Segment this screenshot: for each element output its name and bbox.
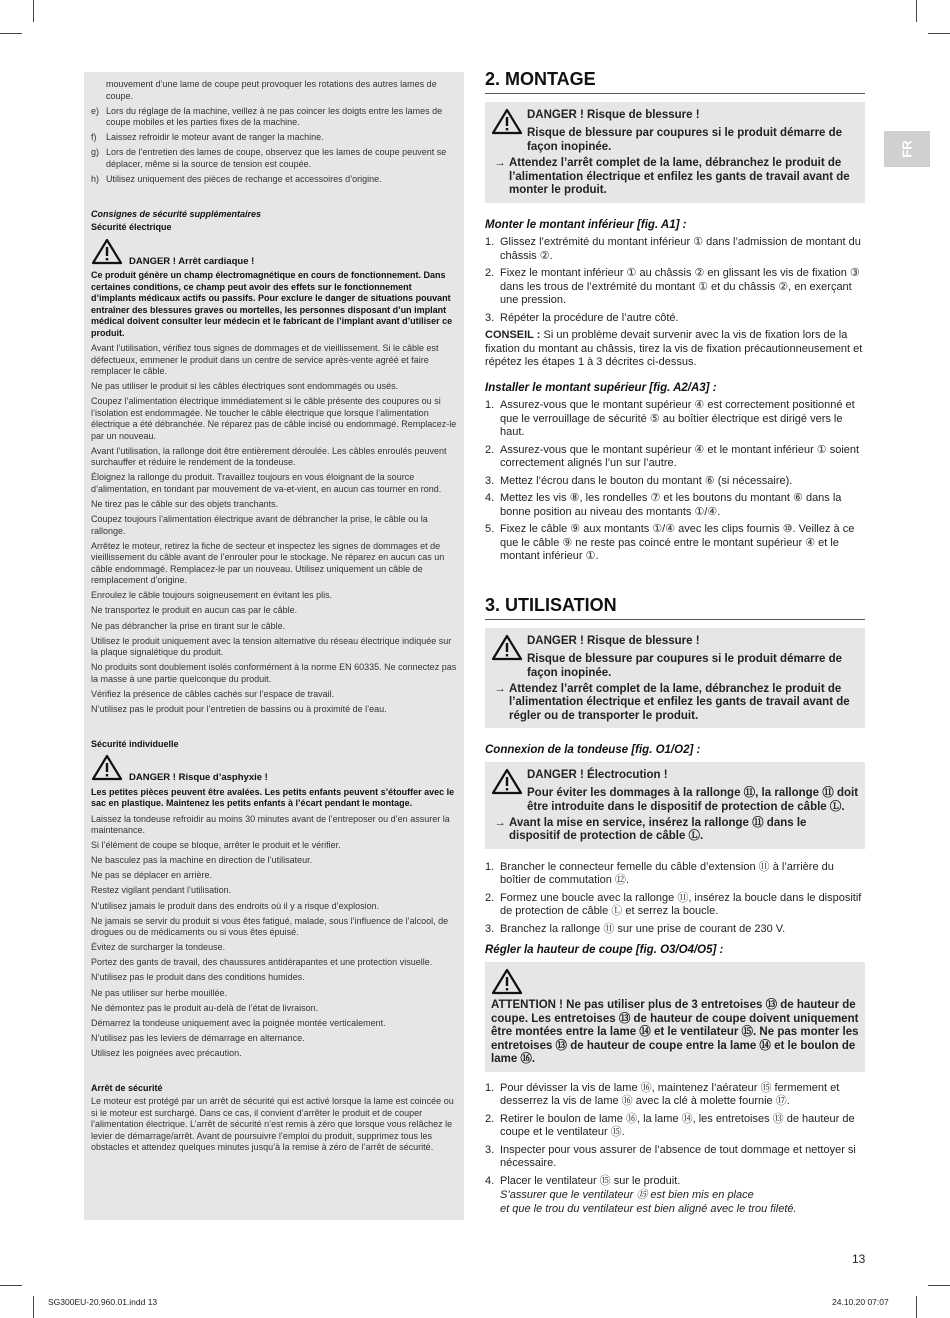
paragraph: Évitez de surcharger la tondeuse. [91, 942, 226, 953]
heart-warning-text: Ce produit génère un champ électromagnétique en cours de fonctionnement. Dans certaines conditions, ce champ peut avoir des effets sur le fonctionnement d’implants médicaux actifs ou passifs. Pour exclure le danger de situations pouvant entraîner des blessures graves ou mortelles, les personnes disposant d’un implant médical doivent consulter leur médecin et le fabricant de l’implant avant d’utiliser ce produit. [91, 270, 453, 338]
paragraph: Enroulez le câble toujours soigneusement en évitant les plis. [91, 590, 333, 601]
section-title-montage: 2. MONTAGE [485, 68, 865, 94]
crop-mark [0, 1285, 22, 1286]
subheading: Régler la hauteur de coupe [fig. O3/O4/O5] : [485, 944, 724, 956]
warning-triangle-icon [491, 634, 527, 680]
danger-box-montage: DANGER ! Risque de blessure ! Risque de blessure par coupures si le produit démarre de façon inopinée. → Attendez l’arrêt complet de la lame, débranchez le produit de l’alimentation électrique et enfilez les gants de travail avant de monter le produit. [485, 102, 865, 203]
crop-mark [0, 33, 22, 34]
paragraph: Ne transportez le produit en aucun cas par le câble. [91, 605, 298, 616]
warning-triangle-icon [491, 968, 859, 1000]
paragraph: N’utilisez pas les leviers de démarrage en alternance. [91, 1032, 305, 1043]
list-item: 1. Assurez-vous que le montant supérieur ④ est correctement positionné et que le verrouillage de sécurité ⑤ au boîtier électrique est dirigé vers le haut. [485, 399, 855, 438]
step-note: et que le trou du ventilateur est bien aligné avec le trou fileté. [500, 1202, 797, 1215]
crop-mark [928, 33, 950, 34]
danger-heart: DANGER ! Arrêt cardiaque ! [91, 238, 457, 269]
paragraph: Vérifiez la présence de câbles cachés sur l’espace de travail. [91, 688, 335, 699]
paragraph: Si l’élément de coupe se bloque, arrêter le produit et le vérifier. [91, 840, 341, 851]
paragraph: Coupez l’alimentation électrique immédiatement si le câble présente des coupures ou si l’isolation est endommagée. Ne toucher le câble électrique que lorsque l’alimentation électrique a été débranchée. Ne réparez pas de câble incisé ou endommagé. Remplacez-le par un nouveau. [91, 396, 457, 441]
crop-mark [916, 0, 917, 22]
warning-triangle-icon [91, 754, 123, 785]
list-item: 2. Retirer le boulon de lame ⑯, la lame ⑭, les entretoises ⑬ de hauteur de coupe et le ventilateur ⑮. [485, 1112, 855, 1138]
language-tab: FR [884, 131, 930, 167]
paragraph: Ne pas utiliser le produit si les câbles électriques sont endommagés ou usés. [91, 381, 399, 392]
crop-mark [33, 1296, 34, 1318]
list-item: 3. Répéter la procédure de l’autre côté. [485, 311, 679, 324]
attention-box: ATTENTION ! Ne pas utiliser plus de 3 entretoises ⑬ de hauteur de coupe. Les entretoises ⑬ de hauteur de coupe doivent uniquement être montées entre la lame ⑭ et le ventilateur ⑮. Ne pas monter les entretoises ⑬ de hauteur de coupe entre la lame ⑭ et le boulon de lame ⑯. [485, 962, 865, 1072]
list-item: mouvement d’une lame de coupe peut provoquer les rotations des autres lames de coupe. [106, 79, 437, 101]
paragraph: Ne pas se déplacer en arrière. [91, 870, 213, 881]
list-item: 2. Formez une boucle avec la rallonge ⑪, insérez la boucle dans le dispositif de protection de câble Ⓛ et serrez la boucle. [485, 891, 862, 917]
list-item: 2. Assurez-vous que le montant supérieur ④ et le montant inférieur ① soient correctement alignés l’un sur l’autre. [485, 443, 860, 469]
individual-safety-title: Sécurité individuelle [91, 738, 179, 749]
list-item: 1. Pour dévisser la vis de lame ⑯, maintenez l’aérateur ⑮ fermement et desserrez la vis de lame ⑯ avec la clé à molette fournie ⑰. [485, 1081, 840, 1107]
safety-stop-title: Arrêt de sécurité [91, 1082, 163, 1093]
electrical-safety-title: Sécurité électrique [91, 222, 172, 233]
paragraph: No produits sont doublement isolés conformément à la norme EN 60335. Ne connectez pas la masse à une partie quelconque du produit. [91, 662, 457, 684]
subheading: Monter le montant inférieur [fig. A1] : [485, 218, 687, 231]
arrow-right-icon: → [494, 157, 506, 169]
list-item: 3. Mettez l’écrou dans le bouton du montant ⑥ (si nécessaire). [485, 474, 793, 487]
page-number: 13 [852, 1252, 866, 1266]
paragraph: Ne tirez pas le câble sur des objets tranchants. [91, 499, 279, 510]
paragraph: N’utilisez jamais le produit dans des endroits où il y a risque d’explosion. [91, 900, 380, 911]
crop-mark [928, 1285, 950, 1286]
danger-asphyxia: DANGER ! Risque d’asphyxie ! [91, 754, 457, 785]
list-item: f) Laissez refroidir le moteur avant de ranger la machine. [91, 132, 324, 143]
paragraph: Ne pas utiliser sur herbe mouillée. [91, 987, 228, 998]
paragraph: Laissez la tondeuse refroidir au moins 30 minutes avant de l’entreposer ou d’en assurer la maintenance. [91, 813, 450, 836]
paragraph: Ne pas débrancher la prise en tirant sur le câble. [91, 620, 286, 631]
list-item: g) Lors de l’entretien des lames de coupe, observez que les lames de coupe peuvent se déplacer, même si la source de tension est coupée. [91, 147, 447, 169]
instructions-column [485, 68, 865, 1216]
footer-date-time: 24.10.20 07:07 [832, 1297, 889, 1307]
list-item: 2. Fixez le montant inférieur ① au châssis ② en glissant les vis de fixation ③ dans les trous de l’extrémité du montant ① et du châssis ②, en exerçant une pression. [485, 267, 860, 306]
paragraph: Utilisez les poignées avec précaution. [91, 1047, 242, 1058]
list-item: e) Lors du réglage de la machine, veillez à ne pas coincer les doigts entre les lames de coupe mobiles et les parties fixes de la machine. [91, 105, 443, 128]
list-item: 4. Placer le ventilateur ⑮ sur le produit. [485, 1174, 681, 1187]
paragraph: Utilisez le produit uniquement avec la tension alternative du réseau électrique indiquée sur la plaque signalétique du produit. [91, 635, 452, 658]
safety-column [91, 79, 457, 1158]
tip-paragraph: CONSEIL : Si un problème devait survenir avec la vis de fixation lors de la fixation du montant au châssis, tirez la vis de fixation précautionneusement et répétez les étapes 1 à 3 décrites ci-dessus. [485, 329, 863, 368]
paragraph: Ne jamais se servir du produit si vous êtes fatigué, malade, sous l’influence de l’alcool, de drogues ou de médicaments ou si vous êtes épuisé. [91, 915, 449, 938]
paragraph: Portez des gants de travail, des chaussures antidérapantes et une protection visuelle. [91, 957, 433, 968]
subheading: Connexion de la tondeuse [fig. O1/O2] : [485, 744, 701, 756]
arrow-right-icon: → [494, 816, 506, 829]
warning-triangle-icon [91, 238, 123, 269]
warning-triangle-icon [491, 108, 527, 154]
paragraph: Arrêtez le moteur, retirez la fiche de secteur et inspectez les signes de dommages et de vieillissement du câble avant de l’enrouler pour le stockage. Ne réparez en aucun cas un câble endommagé. Remplacez-le par un nouveau. Utilisez uniquement un câble de remplacement d’origine. [91, 540, 445, 586]
paragraph: Avant l’utilisation, vérifiez tous signes de dommages et de vieillissement. Si le câble est défectueux, emmener le produit dans un centre de service après-vente agréé et faire remplacer le câble. [91, 343, 439, 377]
electrocution-box: DANGER ! Électrocution ! Pour éviter les dommages à la rallonge ⑪, la rallonge ⑪ doit être introduite dans le dispositif de protection de câble Ⓛ. → Avant la mise en service, insérez la rallonge ⑪ dans le dispositif de protection de câble Ⓛ. [485, 762, 865, 849]
paragraph: Démarrez la tondeuse uniquement avec la poignée montée verticalement. [91, 1017, 386, 1028]
arrow-right-icon: → [494, 682, 506, 695]
step-note: S’assurer que le ventilateur ⑮ est bien mis en place [500, 1189, 754, 1201]
paragraph: Restez vigilant pendant l’utilisation. [91, 885, 232, 896]
footer-file-info: SG300EU-20.960.01.indd 13 [48, 1297, 158, 1307]
asphyxia-warning-text: Les petites pièces peuvent être avalées. Les petits enfants peuvent s’étouffer avec le sac en plastique. Maintenez les petits enfants à l’écart pendant le montage. [91, 786, 455, 809]
paragraph: Avant l’utilisation, la rallonge doit être entièrement déroulée. Les câbles enroulés peuvent surchauffer et réduire le rendement de la tondeuse. [91, 445, 447, 468]
crop-mark [33, 0, 34, 22]
list-item: 5. Fixez le câble ⑨ aux montants ①/④ avec les clips fournis ⑩. Veillez à ce que le câble ⑨ ne reste pas coincé entre le montant supérieur ④ et le montant inférieur ①. [485, 523, 855, 562]
paragraph: Coupez toujours l’alimentation électrique avant de débrancher la prise, le câble ou la rallonge. [91, 514, 428, 536]
safety-stop-text: Le moteur est protégé par un arrêt de sécurité qui est activé lorsque la lame est coincée ou si le moteur est surchargé. Dans ce cas, il convient d’arrêter le produit et de couper l’alimentation électrique. L’arrêt de sécurité n’est remis à zéro que lorsque vous relâchez le levier de démarrage/arrêt. Avant de poursuivre l’emploi du produit, supprimez tous les obstacles et attendez quelques minutes jusqu’à la remise à zéro de l’arrêt de sécurité. [91, 1096, 454, 1153]
paragraph: Ne démontez pas le produit au-delà de l’état de livraison. [91, 1002, 319, 1013]
list-item: h) Utilisez uniquement des pièces de rechange et accessoires d’origine. [91, 173, 382, 184]
subheading: Installer le montant supérieur [fig. A2/A3] : [485, 381, 717, 394]
consignes-title: Consignes de sécurité supplémentaires [91, 208, 262, 219]
list-item: 1. Glissez l’extrémité du montant inférieur ① dans l’admission de montant du châssis ②. [485, 236, 861, 262]
paragraph: N’utilisez pas le produit dans des conditions humides. [91, 972, 305, 983]
list-item: 3. Inspecter pour vous assurer de l’absence de tout dommage et nettoyer si nécessaire. [485, 1143, 856, 1169]
paragraph: Ne basculez pas la machine en direction de l’utilisateur. [91, 855, 313, 866]
warning-triangle-icon [491, 768, 527, 814]
paragraph: Éloignez la rallonge du produit. Travaillez toujours en vous éloignant de la source d’alimentation, en tondant par mouvement de va-et-vient, en aucun cas tourner en rond. [91, 472, 442, 494]
section-title-utilisation: 3. UTILISATION [485, 594, 865, 620]
list-item: 4. Mettez les vis ⑧, les rondelles ⑦ et les boutons du montant ⑥ dans la bonne position au niveau des montants ①/④. [485, 492, 842, 518]
crop-mark [916, 1296, 917, 1318]
list-item: 1. Brancher le connecteur femelle du câble d’extension ⑪ à l’arrière du boîtier de commutation ⑫. [485, 860, 834, 886]
danger-box-utilisation: DANGER ! Risque de blessure ! Risque de blessure par coupures si le produit démarre de façon inopinée. → Attendez l’arrêt complet de la lame, débranchez le produit de l’alimentation électrique et enfilez les gants de travail avant de régler ou de transporter le produit. [485, 628, 865, 729]
paragraph: N’utilisez pas le produit pour l’entretien de bassins ou à proximité de l’eau. [91, 703, 387, 714]
list-item: 3. Branchez la rallonge ⑪ sur une prise de courant de 230 V. [485, 922, 786, 935]
